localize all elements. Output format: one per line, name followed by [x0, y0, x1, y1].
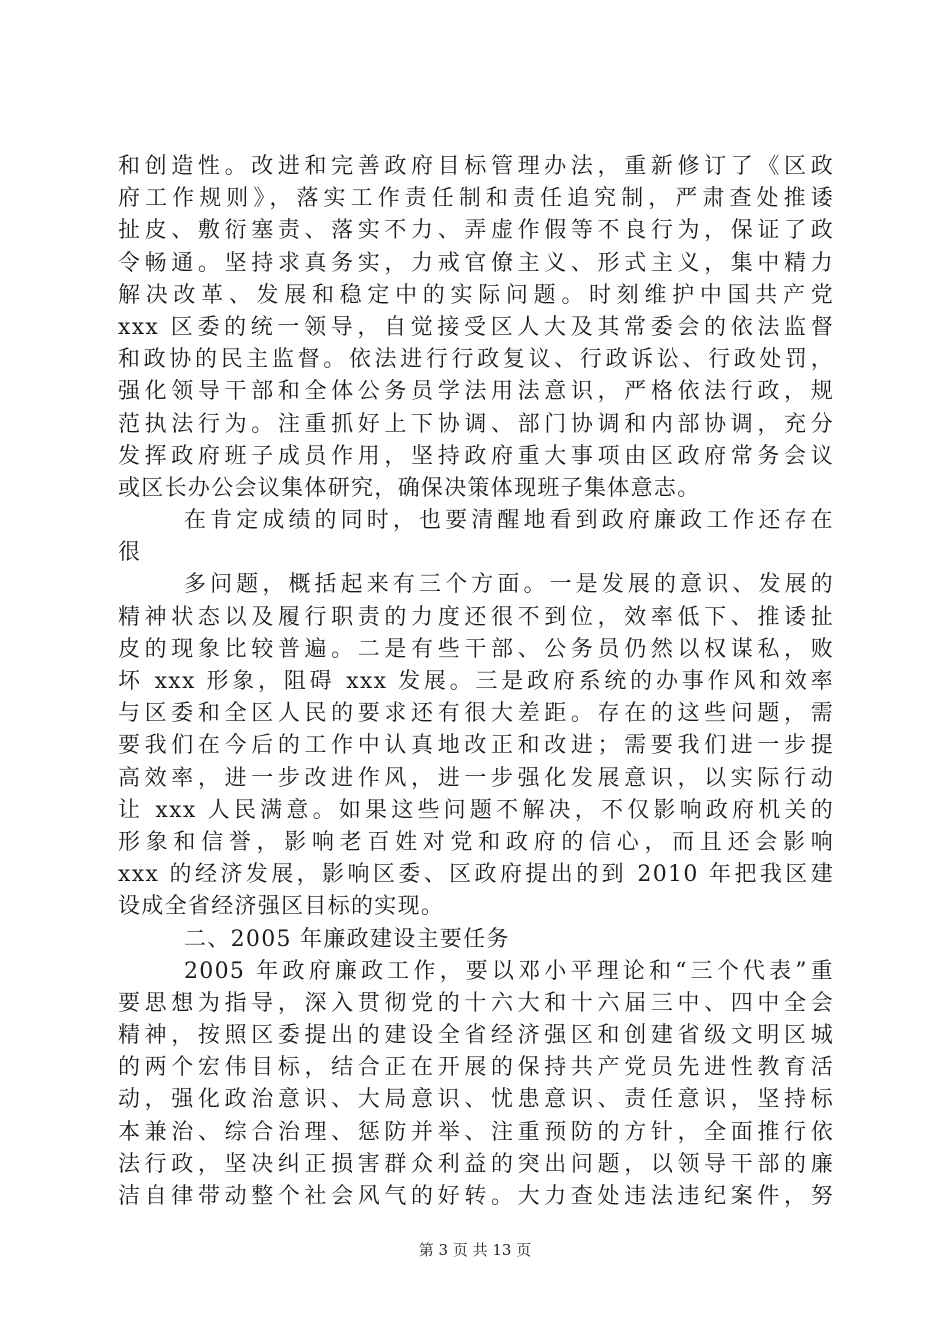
body-line: 精神状态以及履行职责的力度还很不到位，效率低下、推诿扯: [118, 604, 834, 630]
body-line: 坏 xxx 形象，阻碍 xxx 发展。三是政府系统的办事作风和效率: [118, 669, 834, 694]
body-line: 令畅通。坚持求真务实，力戒官僚主义、形式主义，集中精力: [118, 250, 834, 276]
body-line: 洁自律带动整个社会风气的好转。大力查处违法违纪案件，努: [118, 1184, 834, 1209]
body-line: 很: [118, 540, 142, 566]
body-line: 设成全省经济强区目标的实现。: [118, 894, 445, 920]
body-line: 和创造性。改进和完善政府目标管理办法，重新修订了《区政: [118, 154, 834, 179]
body-line: 与区委和全区人民的要求还有很大差距。存在的这些问题，需: [118, 701, 834, 727]
body-line: xxx 的经济发展，影响区委、区政府提出的到 2010 年把我区建: [118, 862, 834, 888]
section-heading: 二、2005 年廉政建设主要任务: [184, 926, 510, 952]
body-line: xxx 区委的统一领导，自觉接受区人大及其常委会的依法监督: [118, 314, 834, 340]
page-footer: [0, 1240, 950, 1260]
body-line: 强化领导干部和全体公务员学法用法意识，严格依法行政，规: [118, 379, 834, 405]
body-line: 本兼治、综合治理、惩防并举、注重预防的方针，全面推行依: [118, 1119, 834, 1145]
paragraph-first-line: 在肯定成绩的同时，也要清醒地看到政府廉政工作还存在: [184, 508, 834, 534]
body-line: 扯皮、敷衍塞责、落实不力、弄虚作假等不良行为，保证了政: [118, 218, 834, 244]
body-line: 让 xxx 人民满意。如果这些问题不解决，不仅影响政府机关的: [118, 797, 834, 823]
page-number-label: 第 3 页 共 13 页: [418, 1241, 532, 1259]
body-line: 法行政，坚决纠正损害群众利益的突出问题，以领导干部的廉: [118, 1151, 834, 1177]
body-line: 或区长办公会议集体研究，确保决策体现班子集体意志。: [118, 475, 701, 501]
body-line: 动，强化政治意识、大局意识、忧患意识、责任意识，坚持标: [118, 1087, 834, 1113]
body-line: 要思想为指导，深入贯彻党的十六大和十六届三中、四中全会: [118, 990, 834, 1016]
body-line: 皮的现象比较普遍。二是有些干部、公务员仍然以权谋私，败: [118, 636, 834, 662]
paragraph-first-line: 多问题，概括起来有三个方面。一是发展的意识、发展的: [184, 572, 834, 598]
body-line: 要我们在今后的工作中认真地改正和改进；需要我们进一步提: [118, 733, 834, 759]
body-line: 范执法行为。注重抓好上下协调、部门协调和内部协调，充分: [118, 411, 834, 437]
body-line: 高效率，进一步改进作风，进一步强化发展意识，以实际行动: [118, 765, 834, 791]
body-line: 解决改革、发展和稳定中的实际问题。时刻维护中国共产党: [118, 282, 834, 308]
body-line: 发挥政府班子成员作用，坚持政府重大事项由区政府常务会议: [118, 443, 834, 469]
body-line: 形象和信誉，影响老百姓对党和政府的信心，而且还会影响: [118, 829, 834, 855]
document-body: [118, 151, 834, 1213]
body-line: 的两个宏伟目标，结合正在开展的保持共产党员先进性教育活: [118, 1055, 834, 1081]
paragraph-first-line: 2005 年政府廉政工作，要以邓小平理论和“三个代表”重: [184, 958, 834, 984]
body-line: 和政协的民主监督。依法进行行政复议、行政诉讼、行政处罚，: [118, 347, 834, 373]
body-line: 精神，按照区委提出的建设全省经济强区和创建省级文明区城: [118, 1023, 834, 1049]
body-line: 府工作规则》，落实工作责任制和责任追究制，严肃查处推诿: [118, 186, 834, 212]
